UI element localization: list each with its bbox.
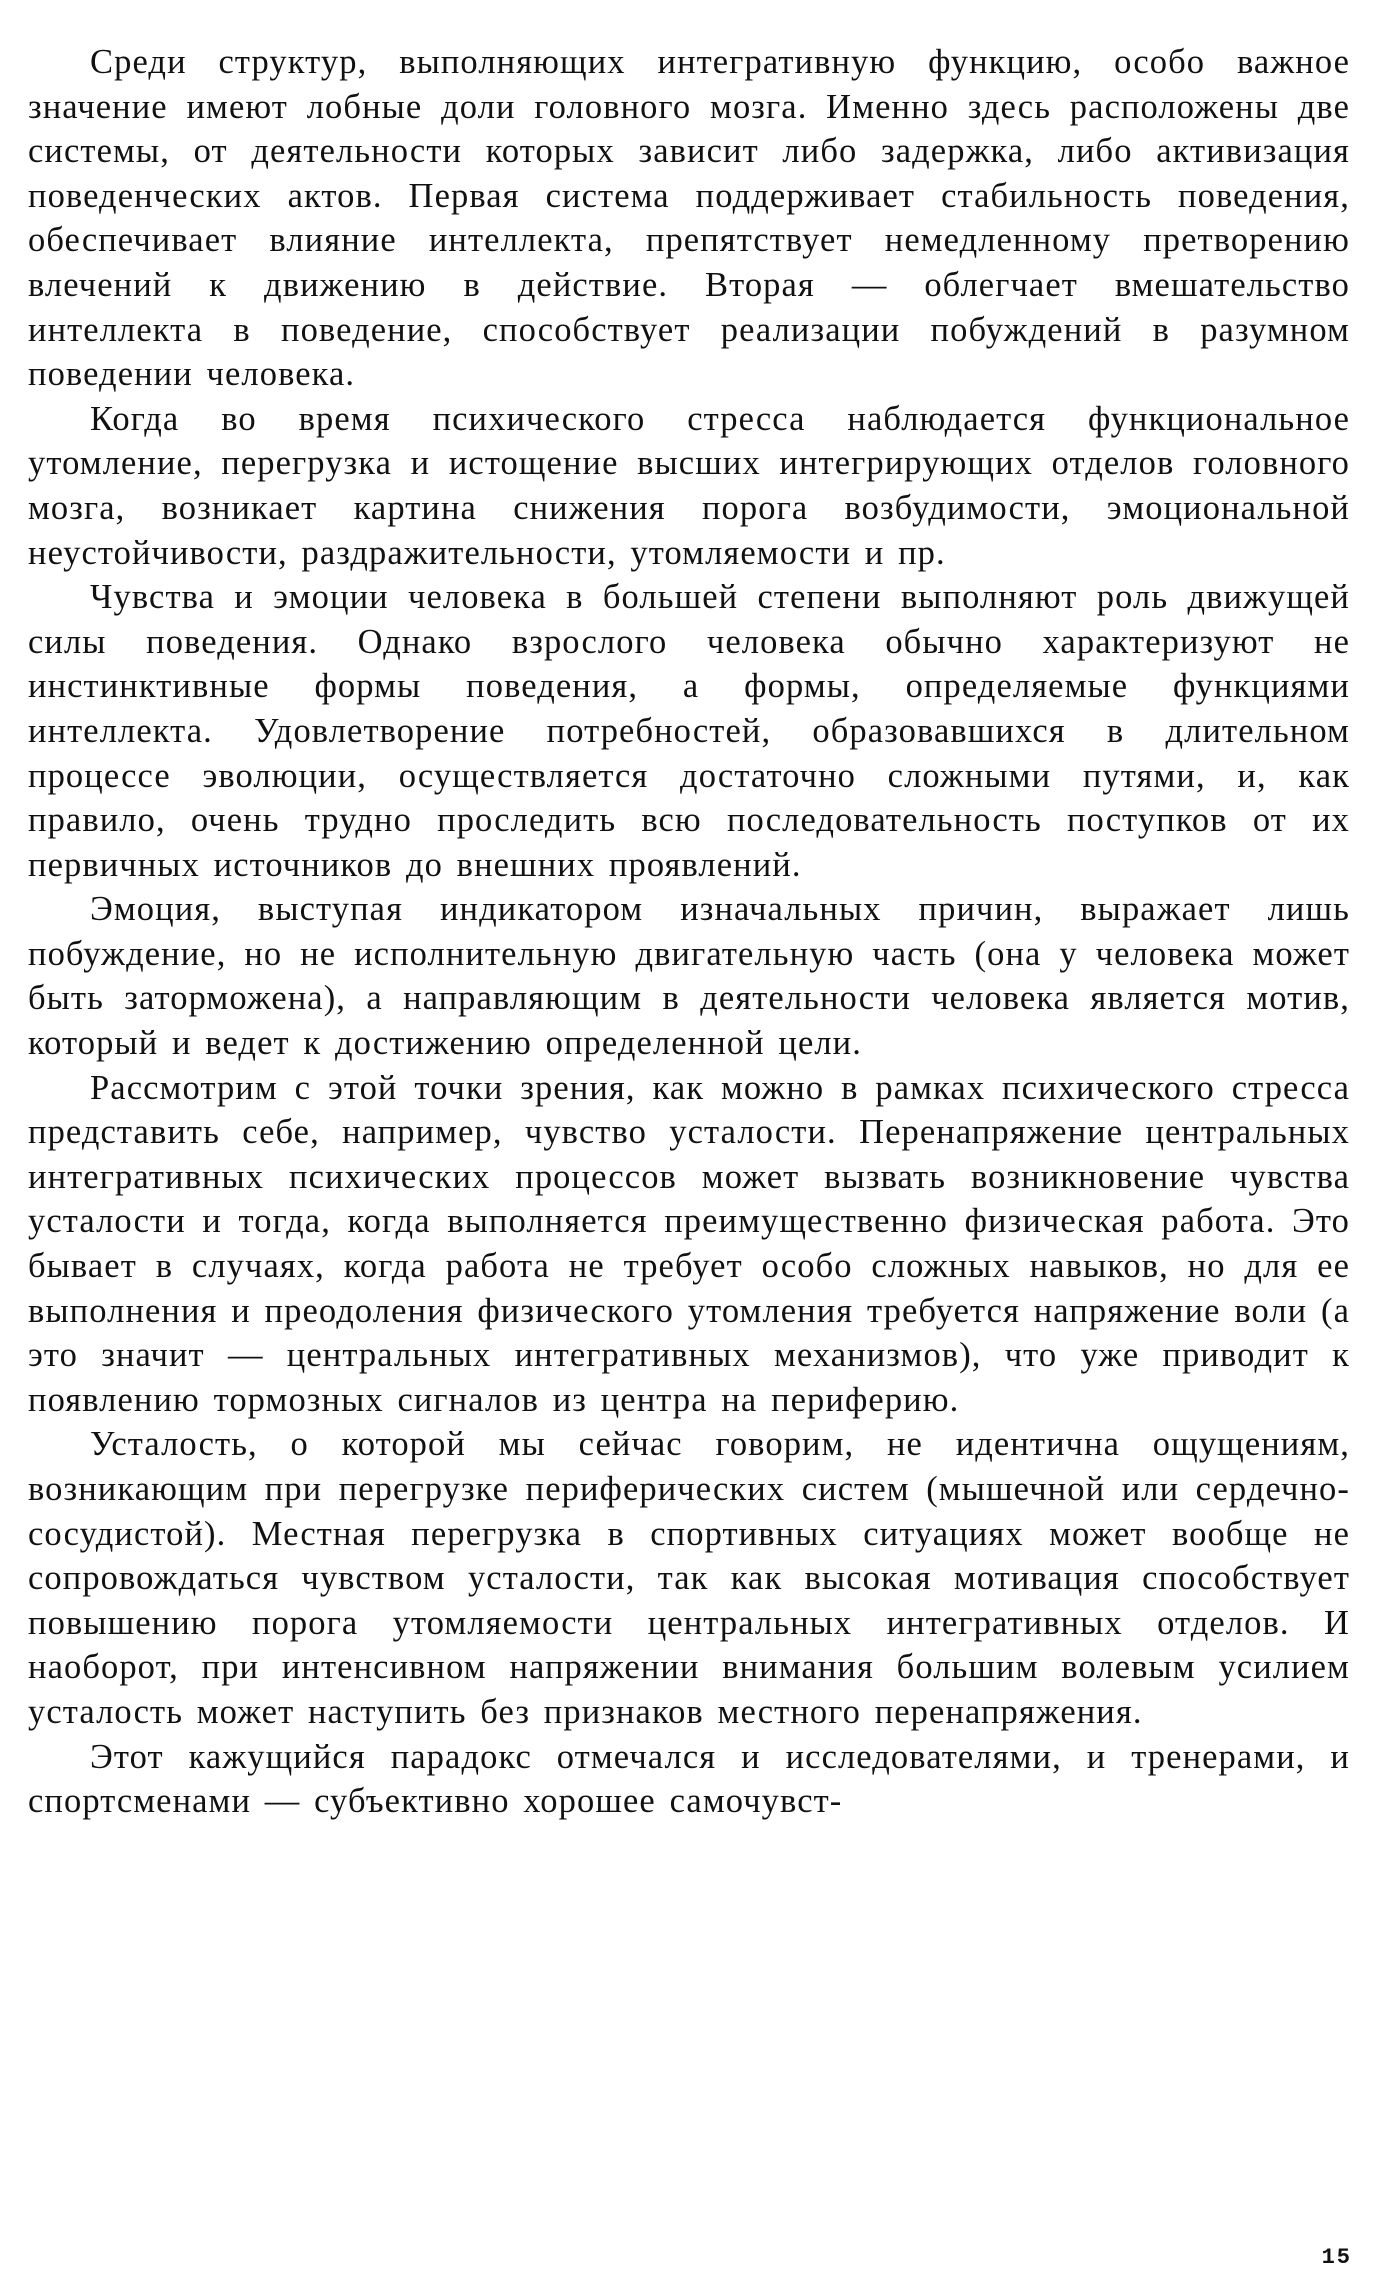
paragraph-emotion-indicator: Эмоция, выступая индикатором изначальных причин, выражает лишь побуждение, но не исполнительную двигательную часть (она у человека может быть заторможена), а направляющим в деятельности человека является мотив, который и ведет к достижению определенной цели. bbox=[28, 890, 1350, 1063]
paragraph-feelings-emotions: Чувства и эмоции человека в большей степени выполняют роль движущей силы поведения. Однако взрослого человека обычно характеризуют не инстинктивные формы поведения, а формы, определяемые функциями интеллекта. Удовлетворение потребностей, образовавшихся в длительном процессе эволюции, осуществляется достаточно сложными путями, и, как правило, очень трудно проследить всю последовательность поступков от их первичных источников до внешних проявлений. bbox=[28, 578, 1350, 884]
paragraph-functional-fatigue: Когда во время психического стресса наблюдается функциональное утомление, перегрузка и истощение высших интегрирующих отделов головного мозга, возникает картина снижения порога возбудимости, эмоциональной неустойчивости, раздражительности, утомляемости и пр. bbox=[28, 399, 1350, 572]
paragraph-tiredness-sensations: Усталость, о которой мы сейчас говорим, не идентична ощущениям, возникающим при перегрузке периферических систем (мышечной или сердечно-сосудистой). Местная перегрузка в спортивных ситуациях может вообще не сопровождаться чувством усталости, так как высокая мотивация способствует повышению порога утомляемости центральных интегративных отделов. И наоборот, при интенсивном напряжении внимания большим волевым усилием усталость может наступить без признаков местного перенапряжения. bbox=[28, 1425, 1350, 1731]
paragraph-tiredness-stress: Рассмотрим с этой точки зрения, как можно в рамках психического стресса представить себе, например, чувство усталости. Перенапряжение центральных интегративных психических процессов может вызвать возникновение чувства усталости и тогда, когда выполняется преимущественно физическая работа. Это бывает в случаях, когда работа не требует особо сложных навыков, но для ее выполнения и преодоления физического утомления требуется напряжение воли (а это значит — центральных интегративных механизмов), что уже приводит к появлению тормозных сигналов из центра на периферию. bbox=[28, 1068, 1350, 1419]
paragraph-integrative-structures: Среди структур, выполняющих интегративную функцию, особо важное значение имеют лобные доли головного мозга. Именно здесь расположены две системы, от деятельности которых зависит либо задержка, либо активизация поведенческих актов. Первая система поддерживает стабильность поведения, обеспечивает влияние интеллекта, препятствует немедленному претворению влечений к движению в действие. Вторая — облегчает вмешательство интеллекта в поведение, способствует реализации побуждений в разумном поведении человека. bbox=[28, 43, 1350, 394]
paragraph-paradox: Этот кажущийся парадокс отмечался и исследователями, и тренерами, и спортсменами — субъективно хорошее самочувст- bbox=[28, 1737, 1350, 1821]
page-number: 15 bbox=[1321, 2245, 1352, 2270]
body-text bbox=[28, 40, 1350, 1824]
